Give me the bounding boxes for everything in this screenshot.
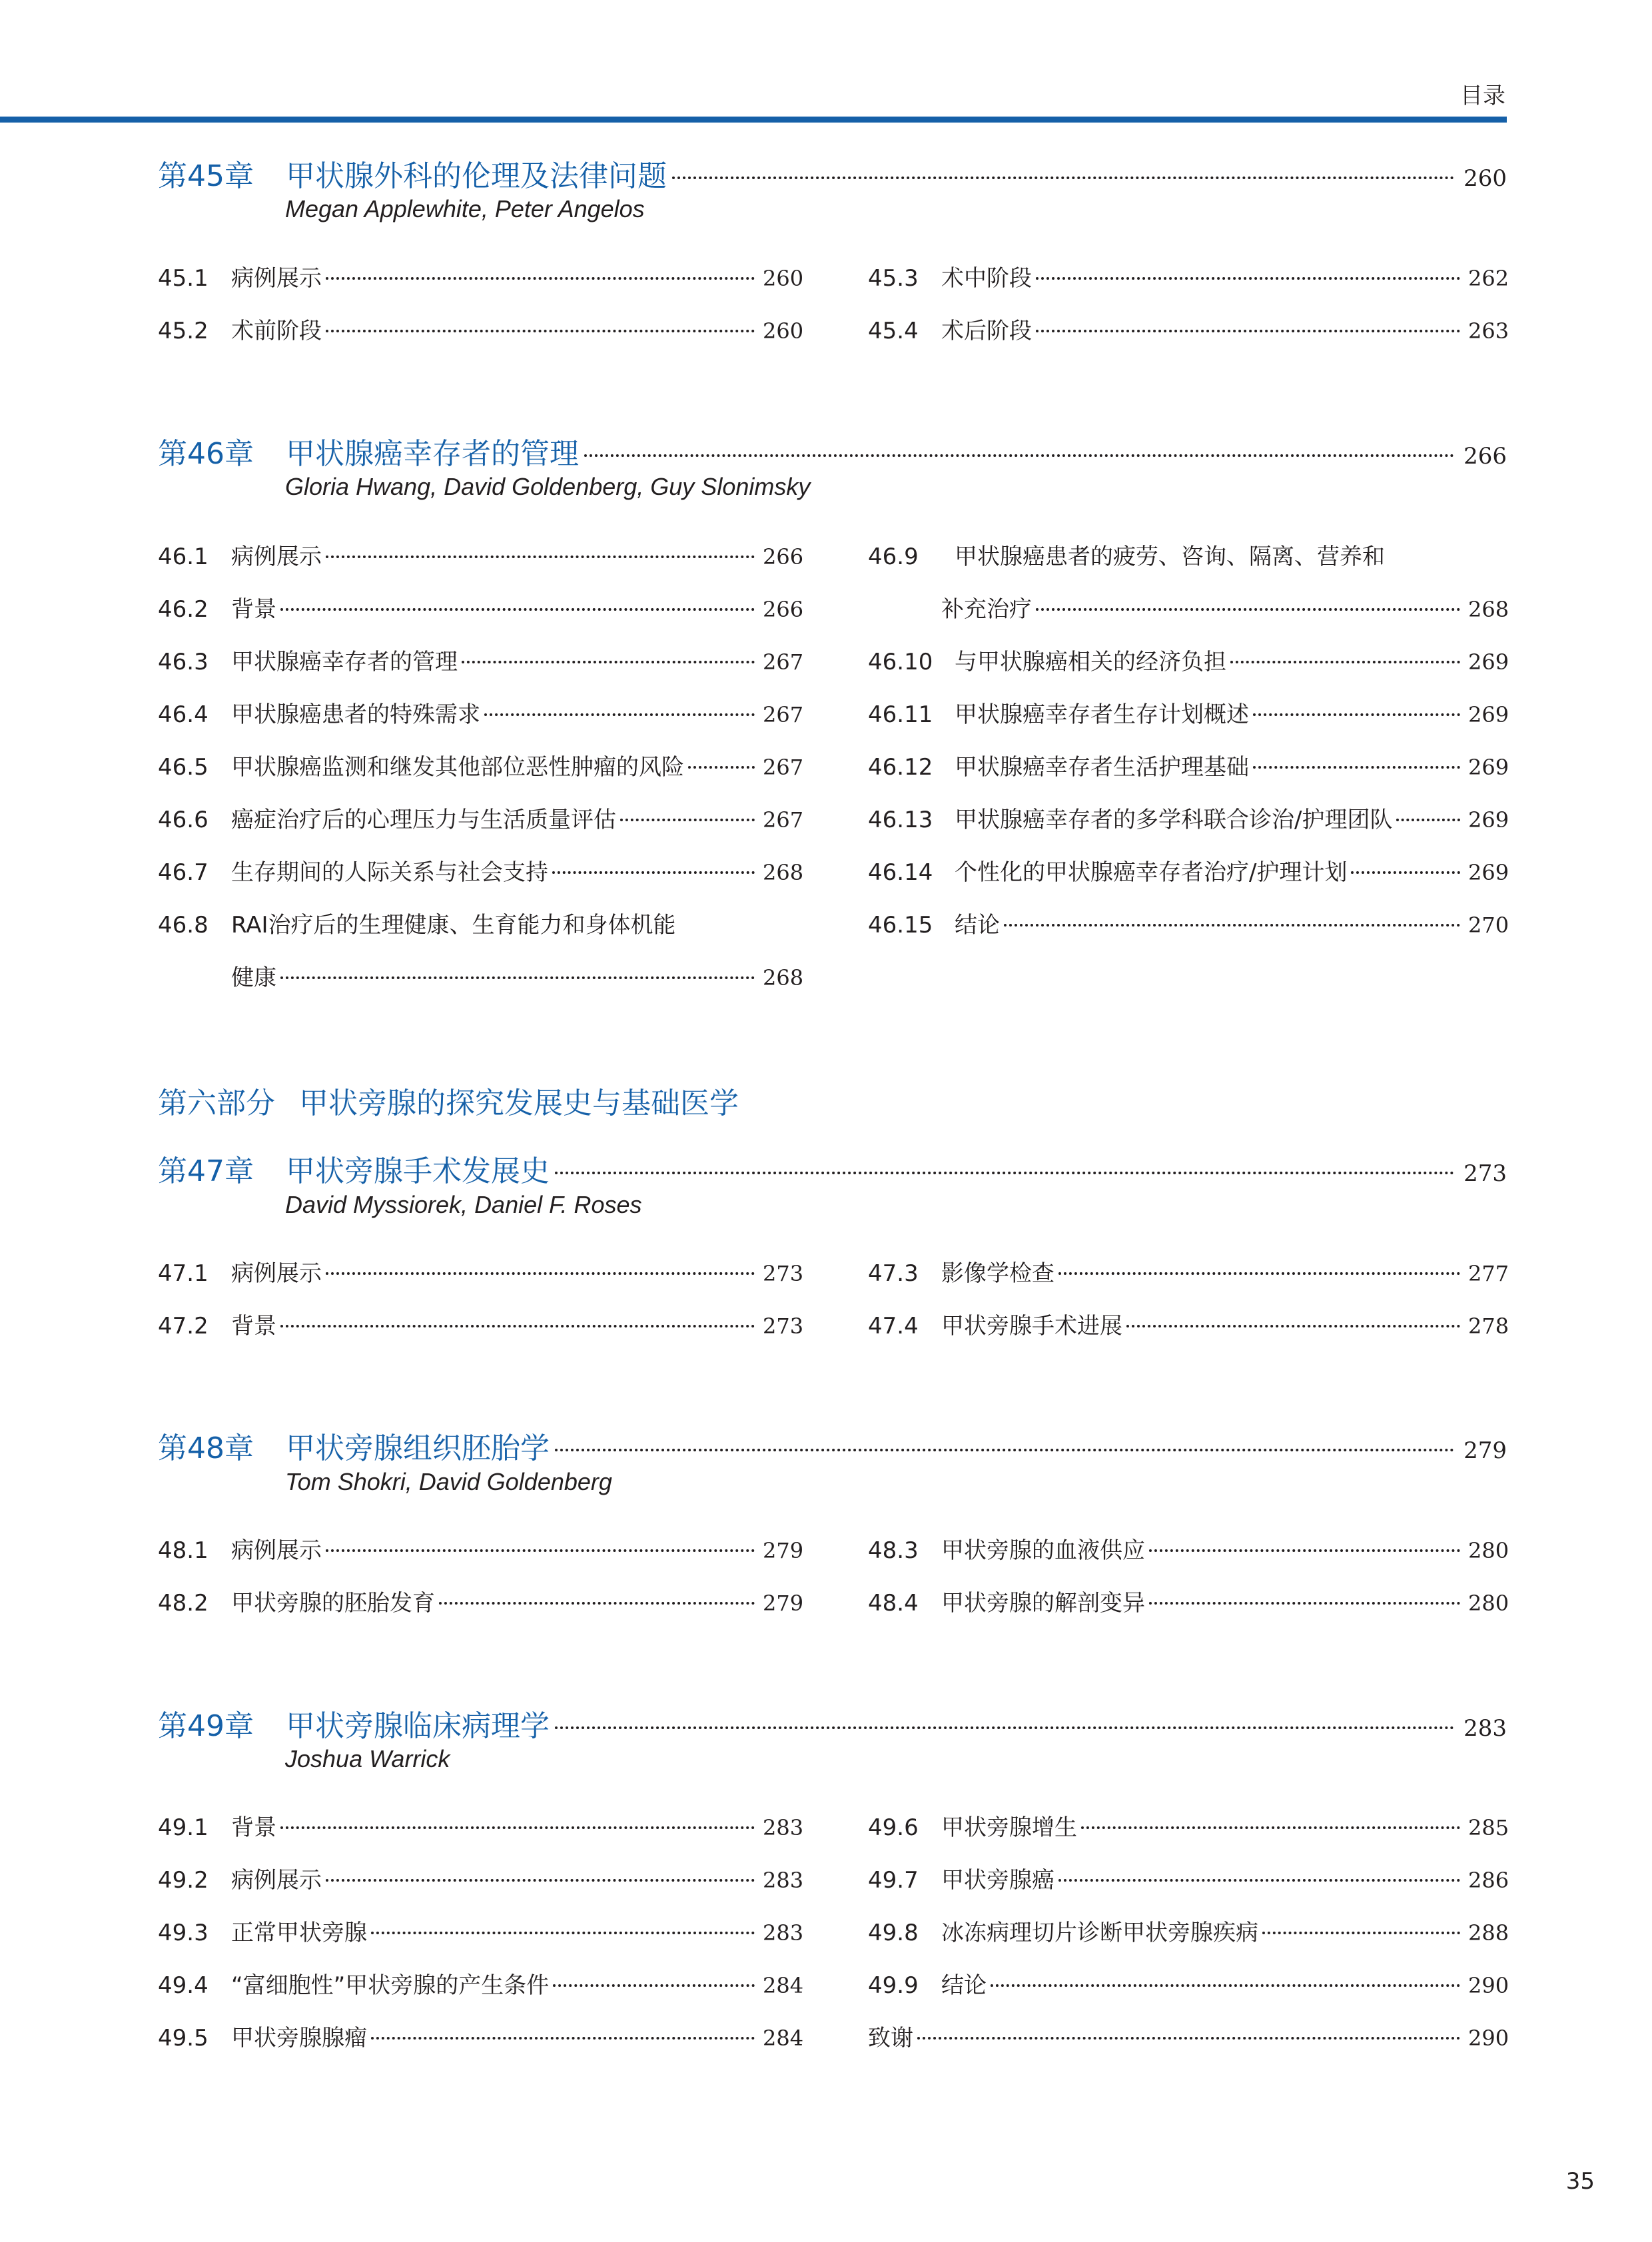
chapter-number: 第47章 xyxy=(158,1154,254,1188)
section-number: 46.13 xyxy=(868,807,933,833)
section-page: 285 xyxy=(1468,1815,1509,1840)
section-title: 甲状腺癌患者的特殊需求 xyxy=(231,701,480,728)
chapter-number: 第46章 xyxy=(158,437,254,471)
section-title: 甲状腺癌监测和继发其他部位恶性肿瘤的风险 xyxy=(231,754,684,781)
section-title-continued: 健康 xyxy=(231,964,276,991)
section-number: 48.1 xyxy=(158,1537,208,1564)
section-title: 甲状旁腺增生 xyxy=(941,1814,1077,1841)
section-number: 49.2 xyxy=(158,1867,208,1894)
section-title: 病例展示 xyxy=(231,544,322,570)
section-page: 268 xyxy=(1468,597,1509,622)
chapter-title: 甲状腺癌幸存者的管理 xyxy=(286,437,579,471)
toc-entry[interactable] xyxy=(158,591,804,624)
section-number: 45.4 xyxy=(868,318,919,344)
section-number: 46.15 xyxy=(868,912,933,938)
section-page: 269 xyxy=(1468,702,1509,727)
section-number: 48.2 xyxy=(158,1590,208,1617)
section-title: 影像学检查 xyxy=(941,1260,1054,1287)
chapter-number: 第49章 xyxy=(158,1709,254,1743)
dot-leader xyxy=(439,1602,755,1605)
section-title: 背景 xyxy=(231,1313,276,1339)
section-title: 甲状腺癌幸存者的多学科联合诊治/护理团队 xyxy=(955,807,1393,833)
section-number: 46.2 xyxy=(158,596,208,623)
toc-entry[interactable] xyxy=(158,2020,804,2053)
toc-entry[interactable] xyxy=(158,696,804,729)
chapter-49-heading[interactable] xyxy=(158,1702,1507,1748)
section-number: 46.12 xyxy=(868,754,933,781)
toc-entry[interactable] xyxy=(868,1862,1507,1895)
section-page: 266 xyxy=(763,544,804,569)
toc-entry[interactable] xyxy=(158,1967,804,2000)
section-page: 267 xyxy=(763,702,804,727)
dot-leader xyxy=(1262,1932,1460,1934)
part-heading[interactable] xyxy=(158,1079,739,1122)
dot-leader xyxy=(555,1449,1454,1451)
section-page: 260 xyxy=(763,266,804,291)
section-title: 结论 xyxy=(941,1972,987,1999)
chapter-page: 279 xyxy=(1463,1437,1507,1464)
section-number: 46.9 xyxy=(868,544,919,570)
dot-leader xyxy=(280,608,755,611)
section-page: 279 xyxy=(763,1591,804,1616)
dot-leader xyxy=(280,976,755,979)
section-title-continued: 补充治疗 xyxy=(941,596,1032,623)
toc-entry[interactable] xyxy=(868,1308,1507,1341)
section-title: 甲状腺癌患者的疲劳、咨询、隔离、营养和 xyxy=(955,544,1385,570)
toc-entry[interactable] xyxy=(868,907,1507,940)
section-number: 49.3 xyxy=(158,1920,208,1946)
dot-leader xyxy=(553,1984,755,1987)
section-number: 49.6 xyxy=(868,1814,919,1841)
dot-leader xyxy=(1058,1879,1460,1882)
section-number: 48.4 xyxy=(868,1590,919,1617)
toc-entry[interactable] xyxy=(158,643,804,677)
toc-entry[interactable] xyxy=(868,801,1507,835)
section-page: 286 xyxy=(1468,1868,1509,1893)
section-title: 背景 xyxy=(231,596,276,623)
toc-entry[interactable] xyxy=(158,260,804,293)
dot-leader xyxy=(1004,924,1460,927)
section-number: 49.1 xyxy=(158,1814,208,1841)
toc-entry[interactable] xyxy=(868,1809,1507,1842)
section-title: 甲状腺癌幸存者的管理 xyxy=(231,649,458,675)
section-page: 270 xyxy=(1468,913,1509,938)
section-title: 结论 xyxy=(955,912,1000,938)
section-page: 280 xyxy=(1468,1591,1509,1616)
dot-leader xyxy=(371,2037,755,2040)
section-number: 49.7 xyxy=(868,1867,919,1894)
dot-leader xyxy=(584,454,1454,457)
section-number: 49.5 xyxy=(158,2025,208,2052)
section-page: 278 xyxy=(1468,1313,1509,1339)
section-number: 46.3 xyxy=(158,649,208,675)
section-page: 267 xyxy=(763,755,804,780)
section-page: 290 xyxy=(1468,1973,1509,1998)
chapter-title: 甲状腺外科的伦理及法律问题 xyxy=(286,159,667,193)
chapter-authors: David Myssiorek, Daniel F. Roses xyxy=(285,1191,642,1218)
section-page: 283 xyxy=(763,1920,804,1946)
section-page: 288 xyxy=(1468,1920,1509,1946)
section-page: 279 xyxy=(763,1538,804,1563)
toc-entry-continuation[interactable] xyxy=(868,591,1507,624)
chapter-number: 第45章 xyxy=(158,159,254,193)
section-number: 49.4 xyxy=(158,1972,208,1999)
dot-leader xyxy=(1253,766,1460,769)
section-title: 生存期间的人际关系与社会支持 xyxy=(231,859,548,886)
dot-leader xyxy=(1081,1826,1460,1829)
section-title: 病例展示 xyxy=(231,1867,322,1894)
top-rule xyxy=(0,117,1507,123)
toc-entry[interactable] xyxy=(158,1255,804,1288)
section-title: 甲状旁腺的血液供应 xyxy=(941,1537,1145,1564)
section-page: 260 xyxy=(763,318,804,344)
section-title: 冰冻病理切片诊断甲状旁腺疾病 xyxy=(941,1920,1258,1946)
section-number: 45.1 xyxy=(158,265,208,292)
dot-leader xyxy=(280,1325,755,1327)
section-number: 46.6 xyxy=(158,807,208,833)
section-number: 49.8 xyxy=(868,1920,919,1946)
toc-entry[interactable] xyxy=(158,1862,804,1895)
dot-leader xyxy=(1253,713,1460,716)
chapter-46-heading[interactable] xyxy=(158,430,1507,476)
section-title: 甲状旁腺手术进展 xyxy=(941,1313,1122,1339)
section-number: 46.1 xyxy=(158,544,208,570)
section-page: 273 xyxy=(763,1313,804,1339)
dot-leader xyxy=(326,1879,755,1882)
dot-leader xyxy=(326,1272,755,1275)
dot-leader xyxy=(1036,330,1460,332)
section-page: 267 xyxy=(763,649,804,675)
section-title: 甲状旁腺腺瘤 xyxy=(231,2025,367,2052)
chapter-page: 283 xyxy=(1463,1715,1507,1742)
chapter-title: 甲状旁腺手术发展史 xyxy=(286,1154,550,1188)
chapter-page: 273 xyxy=(1463,1160,1507,1187)
section-title: 术后阶段 xyxy=(941,318,1032,344)
toc-entry[interactable] xyxy=(158,801,804,835)
dot-leader xyxy=(672,177,1454,179)
section-page: 269 xyxy=(1468,755,1509,780)
section-title: 背景 xyxy=(231,1814,276,1841)
page-number: 35 xyxy=(1565,2168,1595,2195)
section-number: 48.3 xyxy=(868,1537,919,1564)
section-page: 277 xyxy=(1468,1261,1509,1286)
section-title: “富细胞性”甲状旁腺的产生条件 xyxy=(231,1972,550,1999)
chapter-authors: Tom Shokri, David Goldenberg xyxy=(285,1468,612,1495)
section-title: 甲状腺癌幸存者生活护理基础 xyxy=(955,754,1249,781)
section-title: 甲状旁腺的胚胎发育 xyxy=(231,1590,435,1617)
chapter-authors: Joshua Warrick xyxy=(285,1745,450,1772)
toc-entry[interactable] xyxy=(868,1532,1507,1565)
section-page: 280 xyxy=(1468,1538,1509,1563)
chapter-title: 甲状旁腺临床病理学 xyxy=(286,1709,550,1743)
dot-leader xyxy=(991,1984,1460,1987)
section-number: 46.4 xyxy=(158,701,208,728)
dot-leader xyxy=(326,330,755,332)
chapter-number: 第48章 xyxy=(158,1431,254,1465)
section-title: 癌症治疗后的心理压力与生活质量评估 xyxy=(231,807,616,833)
section-page: 284 xyxy=(763,1973,804,1998)
chapter-page: 266 xyxy=(1463,443,1507,470)
chapter-47-heading[interactable] xyxy=(158,1147,1507,1194)
toc-entry[interactable] xyxy=(158,538,804,571)
section-title: RAI治疗后的生理健康、生育能力和身体机能 xyxy=(231,912,676,938)
chapter-authors: Gloria Hwang, David Goldenberg, Guy Slonimsky xyxy=(285,473,811,500)
part-label: 第六部分 xyxy=(158,1086,275,1120)
dot-leader xyxy=(1126,1325,1460,1327)
toc-entry[interactable] xyxy=(158,749,804,782)
toc-entry[interactable] xyxy=(868,696,1507,729)
toc-entry[interactable] xyxy=(158,312,804,346)
toc-entry[interactable] xyxy=(868,1967,1507,2000)
dot-leader xyxy=(552,871,755,874)
chapter-page: 260 xyxy=(1463,165,1507,192)
section-number: 47.3 xyxy=(868,1260,919,1287)
dot-leader xyxy=(688,766,755,769)
toc-entry[interactable] xyxy=(868,1585,1507,1618)
section-number: 49.9 xyxy=(868,1972,919,1999)
toc-entry[interactable] xyxy=(868,312,1507,346)
toc-entry[interactable] xyxy=(868,260,1507,293)
toc-entry[interactable] xyxy=(868,749,1507,782)
dot-leader xyxy=(917,2037,1460,2040)
section-title: 正常甲状旁腺 xyxy=(231,1920,367,1946)
toc-entry-acknowledgements[interactable] xyxy=(868,2020,1507,2053)
dot-leader xyxy=(326,556,755,558)
toc-entry[interactable] xyxy=(868,643,1507,677)
section-number: 47.2 xyxy=(158,1313,208,1339)
section-number: 45.3 xyxy=(868,265,919,292)
section-page: 284 xyxy=(763,2026,804,2051)
section-page: 268 xyxy=(763,860,804,885)
section-page: 269 xyxy=(1468,860,1509,885)
dot-leader xyxy=(555,1172,1454,1174)
dot-leader xyxy=(555,1726,1454,1729)
section-page: 273 xyxy=(763,1261,804,1286)
dot-leader xyxy=(620,819,755,821)
section-page: 269 xyxy=(1468,649,1509,675)
section-title: 致谢 xyxy=(868,2025,913,2052)
chapter-45-heading[interactable] xyxy=(158,152,1507,198)
toc-entry[interactable] xyxy=(158,1308,804,1341)
section-number: 46.14 xyxy=(868,859,933,886)
section-number: 47.1 xyxy=(158,1260,208,1287)
part-title: 甲状旁腺的探究发展史与基础医学 xyxy=(299,1086,739,1120)
toc-entry[interactable] xyxy=(868,1914,1507,1948)
dot-leader xyxy=(1149,1602,1460,1605)
dot-leader xyxy=(280,1826,755,1829)
section-page: 263 xyxy=(1468,318,1509,344)
dot-leader xyxy=(1396,819,1460,821)
dot-leader xyxy=(326,277,755,280)
section-title: 与甲状腺癌相关的经济负担 xyxy=(955,649,1226,675)
toc-entry[interactable] xyxy=(868,854,1507,887)
dot-leader xyxy=(1149,1549,1460,1552)
toc-entry[interactable] xyxy=(158,854,804,887)
toc-entry[interactable] xyxy=(158,1585,804,1618)
chapter-title: 甲状旁腺组织胚胎学 xyxy=(286,1431,550,1465)
section-number: 46.11 xyxy=(868,701,933,728)
section-title: 甲状腺癌幸存者生存计划概述 xyxy=(955,701,1249,728)
toc-entry[interactable] xyxy=(158,907,801,940)
dot-leader xyxy=(484,713,755,716)
dot-leader xyxy=(371,1932,755,1934)
toc-entry[interactable] xyxy=(158,1914,804,1948)
dot-leader xyxy=(326,1549,755,1552)
running-head: 目录 xyxy=(1460,83,1505,109)
section-page: 267 xyxy=(763,807,804,833)
section-page: 283 xyxy=(763,1815,804,1840)
section-page: 266 xyxy=(763,597,804,622)
toc-entry[interactable] xyxy=(868,1255,1507,1288)
dot-leader xyxy=(1058,1272,1460,1275)
section-number: 46.7 xyxy=(158,859,208,886)
section-number: 46.10 xyxy=(868,649,933,675)
dot-leader xyxy=(1351,871,1460,874)
chapter-authors: Megan Applewhite, Peter Angelos xyxy=(285,195,645,222)
dot-leader xyxy=(1036,277,1460,280)
section-number: 47.4 xyxy=(868,1313,919,1339)
toc-entry[interactable] xyxy=(158,1532,804,1565)
section-title: 病例展示 xyxy=(231,265,322,292)
section-number: 46.8 xyxy=(158,912,208,938)
section-title: 甲状旁腺的解剖变异 xyxy=(941,1590,1145,1617)
section-title: 病例展示 xyxy=(231,1260,322,1287)
section-title: 甲状旁腺癌 xyxy=(941,1867,1054,1894)
chapter-48-heading[interactable] xyxy=(158,1424,1507,1471)
dot-leader xyxy=(1036,608,1460,611)
dot-leader xyxy=(1230,661,1460,663)
toc-entry-continuation[interactable] xyxy=(158,959,804,992)
section-number: 46.5 xyxy=(158,754,208,781)
section-page: 262 xyxy=(1468,266,1509,291)
section-title: 个性化的甲状腺癌幸存者治疗/护理计划 xyxy=(955,859,1348,886)
toc-entry[interactable] xyxy=(868,538,1507,571)
section-title: 术中阶段 xyxy=(941,265,1032,292)
section-number: 45.2 xyxy=(158,318,208,344)
section-page: 290 xyxy=(1468,2026,1509,2051)
dot-leader xyxy=(462,661,755,663)
section-page: 268 xyxy=(763,965,804,990)
section-title: 术前阶段 xyxy=(231,318,322,344)
section-page: 283 xyxy=(763,1868,804,1893)
toc-entry[interactable] xyxy=(158,1809,804,1842)
section-page: 269 xyxy=(1468,807,1509,833)
section-title: 病例展示 xyxy=(231,1537,322,1564)
